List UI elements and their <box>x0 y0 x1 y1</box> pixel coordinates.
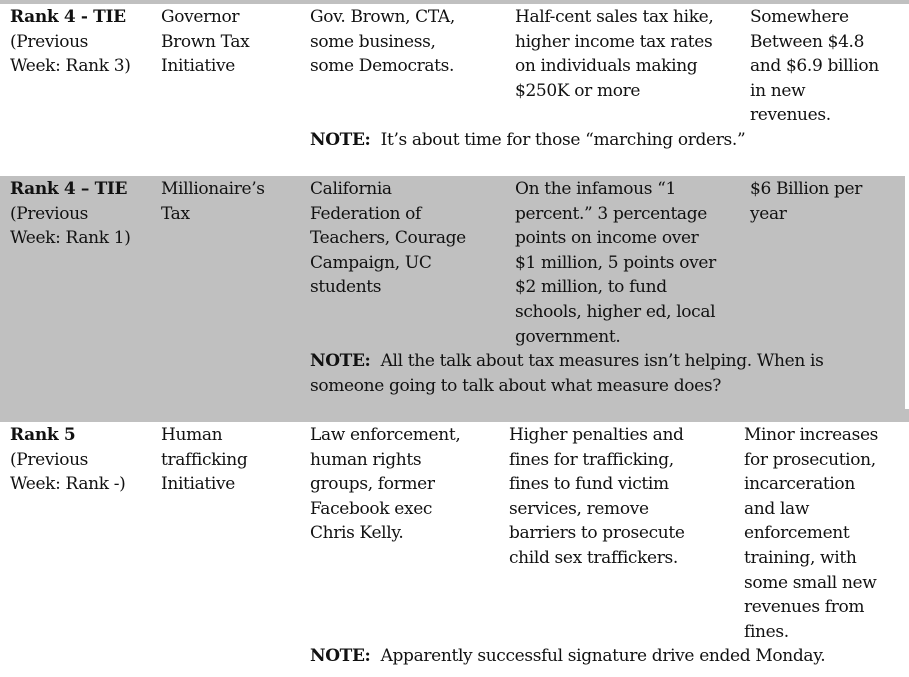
measure-description: Higher penalties and fines for trafficking, fines to fund victim services, remove barriers to prosecute child sex traffickers. <box>509 425 685 568</box>
row-note <box>310 349 900 398</box>
note-label: NOTE: <box>310 130 371 150</box>
supporters: Law enforcement, human rights groups, former Facebook exec Chris Kelly. <box>310 425 461 544</box>
measure-description: On the infamous “1 percent.” 3 percentage points on income over $1 million, 5 points over $2 million, to fund schools, higher ed, local government. <box>515 179 716 347</box>
note-label: NOTE: <box>310 351 371 371</box>
note-text: All the talk about tax measures isn’t helping. When is someone going to talk about what measure does? <box>310 351 824 396</box>
supporters: California Federation of Teachers, Courage Campaign, UC students <box>310 179 466 298</box>
supporters: Gov. Brown, CTA, some business, some Democrats. <box>310 7 455 77</box>
measure-name: Governor Brown Tax Initiative <box>161 7 250 77</box>
rank-cell <box>10 423 155 497</box>
row-note <box>310 128 900 153</box>
table-row <box>0 422 909 677</box>
previous-rank: (Previous Week: Rank 1) <box>10 203 131 249</box>
fiscal-impact: $6 Billion per year <box>750 179 863 224</box>
fiscal-impact: Minor increases for prosecution, incarceration and law enforcement training, with some small new revenues from fines. <box>744 425 879 642</box>
table-row <box>0 176 905 409</box>
rank-label: Rank 4 - TIE <box>10 7 126 27</box>
row-separator-band <box>0 409 909 422</box>
rank-label: Rank 5 <box>10 425 76 445</box>
measure-description: Half-cent sales tax hike, higher income tax rates on individuals making $250K or more <box>515 7 714 101</box>
previous-rank: (Previous Week: Rank -) <box>10 449 126 495</box>
note-label: NOTE: <box>310 646 371 666</box>
fiscal-impact: Somewhere Between $4.8 and $6.9 billion in new revenues. <box>750 7 879 126</box>
rank-cell <box>10 177 155 251</box>
note-text: It’s about time for those “marching orders.” <box>380 130 746 150</box>
rank-cell <box>10 5 155 79</box>
measure-name: Millionaire’s Tax <box>161 179 265 224</box>
note-text: Apparently successful signature drive ended Monday. <box>380 646 826 666</box>
rank-label: Rank 4 – TIE <box>10 179 128 199</box>
row-note <box>310 644 900 669</box>
previous-rank: (Previous Week: Rank 3) <box>10 31 131 77</box>
table-row <box>0 4 909 164</box>
measure-name: Human trafficking Initiative <box>161 425 248 495</box>
